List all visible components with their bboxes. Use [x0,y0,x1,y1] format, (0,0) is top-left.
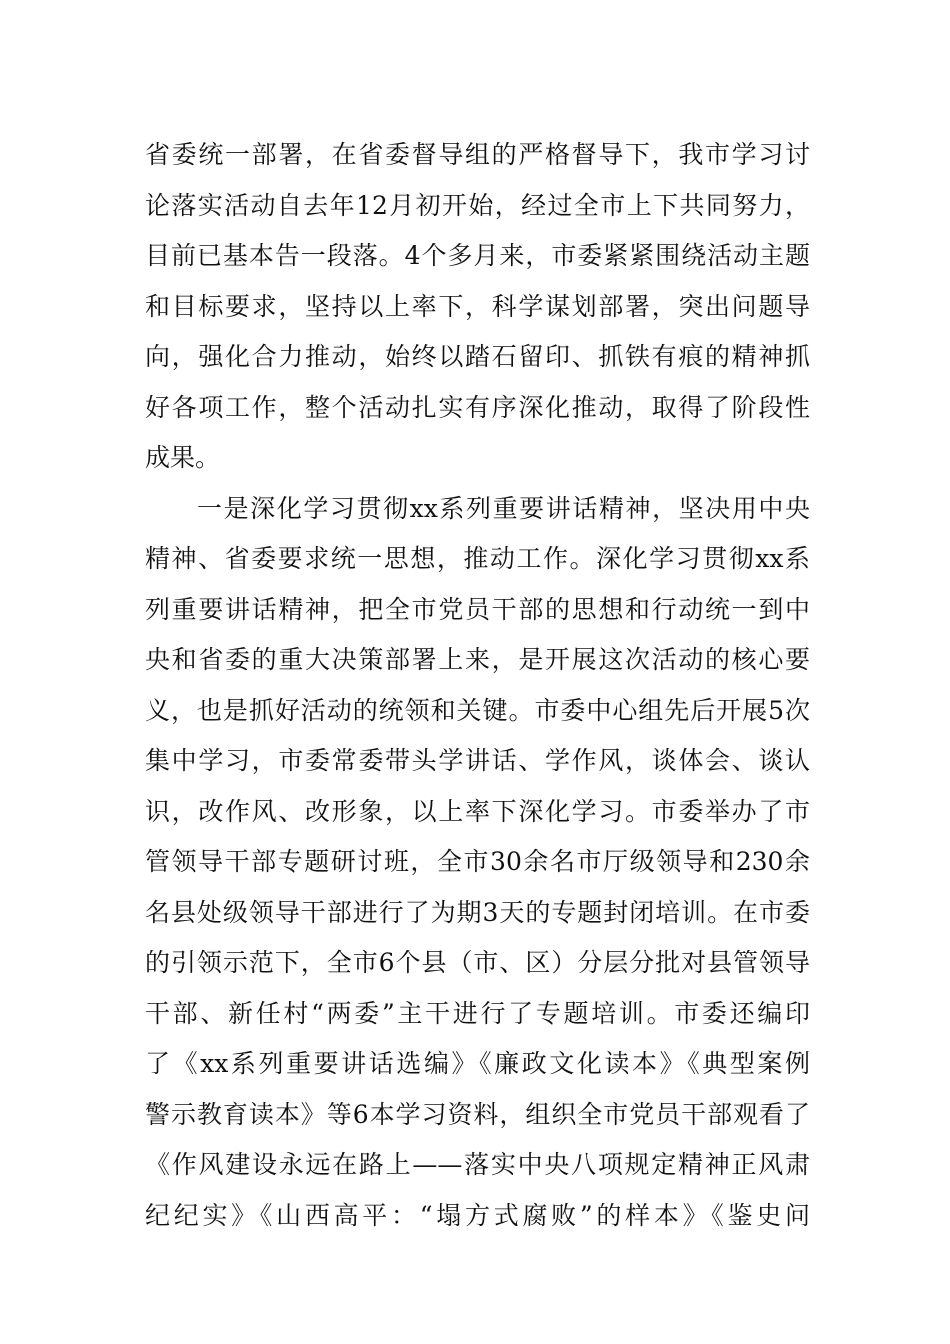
text-line: 精神、省委要求统一思想，推动工作。深化学习贯彻xx系 [145,544,810,573]
text-line: 集中学习，市委常委带头学讲话、学作风，谈体会、谈认 [145,746,810,775]
text-line: 省委统一部署，在省委督导组的严格督导下，我市学习讨 [145,140,810,169]
text-line: 的引领示范下，全市6个县（市、区）分层分批对县管领导 [145,948,810,977]
text-line: 干部、新任村“两委”主干进行了专题培训。市委还编印 [145,998,810,1028]
text-line: 纪纪实》《山西高平：“塌方式腐败”的样本》《鉴史问 [145,1200,810,1230]
text-line: 央和省委的重大决策部署上来，是开展这次活动的核心要 [145,645,810,674]
document-body [145,130,810,1241]
text-line: 了《xx系列重要讲话选编》《廉政文化读本》《典型案例 [145,1049,810,1078]
text-line: 识，改作风、改形象，以上率下深化学习。市委举办了市 [145,796,810,826]
text-line: 向，强化合力推动，始终以踏石留印、抓铁有痕的精神抓 [145,342,810,371]
paragraph-1 [145,130,810,484]
text-line: 好各项工作，整个活动扎实有序深化推动，取得了阶段性 [145,392,810,422]
text-line: 一是深化学习贯彻xx系列重要讲话精神，坚决用中央 [197,493,810,523]
paragraph-2 [145,484,810,1242]
text-line: 管领导干部专题研讨班，全市30余名市厅级领导和230余 [145,847,810,876]
text-line: 义，也是抓好活动的统领和关键。市委中心组先后开展5次 [145,695,810,725]
text-line: 成果。 [145,443,221,472]
text-line: 列重要讲话精神，把全市党员干部的思想和行动统一到中 [145,594,810,624]
text-line: 论落实活动自去年12月初开始，经过全市上下共同努力， [145,190,810,220]
text-line: 目前已基本告一段落。4个多月来，市委紧紧围绕活动主题 [145,241,810,270]
text-line: 名县处级领导干部进行了为期3天的专题封闭培训。在市委 [145,897,810,927]
text-line: 和目标要求，坚持以上率下，科学谋划部署，突出问题导 [145,291,810,321]
text-line: 《作风建设永远在路上——落实中央八项规定精神正风肃 [145,1150,810,1179]
text-line: 警示教育读本》等6本学习资料，组织全市党员干部观看了 [145,1099,810,1129]
